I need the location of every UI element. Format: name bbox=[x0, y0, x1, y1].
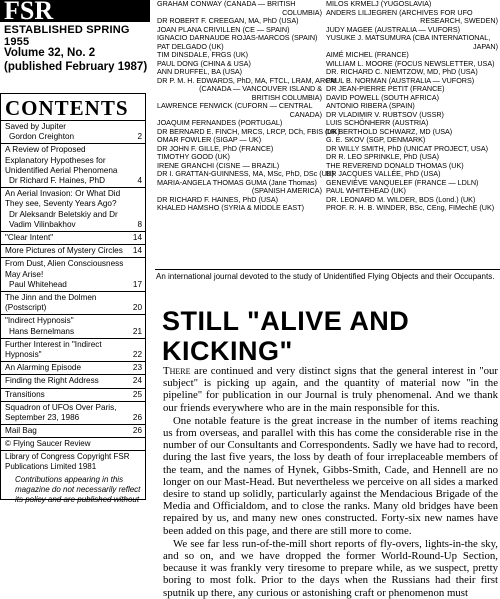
toc-title: An Aerial Invasion: Or What Did They see, Seventy Years Ago? bbox=[5, 189, 121, 209]
disclaimer: Contributions appearing in this magazine do not necessarily reflect its policy and are published without bbox=[15, 475, 141, 505]
toc-item bbox=[1, 244, 145, 257]
consultant-line: JOAN PLANA CRIVILLEN (CE — SPAIN) bbox=[157, 24, 290, 34]
toc-title: Squadron of UFOs Over Paris, September 23, 1986 bbox=[5, 402, 117, 423]
toc-page-number: 2 bbox=[137, 132, 142, 142]
paragraph-3: We see far less run-of-the-mill short reports of fly-overs, lights-in-the sky, and so on, and we have dropped the former World-Round-Up Section, because it was frankly very tiresome to prepare while, as we suspect, pretty boring to most folk. Prior to the days when the Russians had their first sputnik up there, any curious or astonishing craft or phenomenon must bbox=[163, 537, 498, 599]
toc-item bbox=[1, 388, 145, 401]
consultant-line: JUDY MAGEE (AUSTRALIA — VUFORS) bbox=[326, 24, 461, 34]
toc-page-number: 23 bbox=[132, 363, 142, 373]
toc-title: Mail Bag bbox=[5, 426, 37, 436]
consultant-line: PAUL WHITEHEAD (UK) bbox=[326, 186, 406, 195]
toc-page-number: 8 bbox=[137, 219, 142, 229]
consultant-line: TIMOTHY GOOD (UK) bbox=[157, 152, 230, 161]
copyright-line: © Flying Saucer Review bbox=[1, 437, 145, 450]
toc-author: Dr Aleksandr Beletskiy and Dr Vadim Vilinbakhov bbox=[9, 209, 118, 229]
consultant-line: DR BERNARD E. FINCH, MRCS, LRCP, DCh, FBIS (UK) bbox=[157, 126, 340, 136]
consultant-line: PAT DELGADO (UK) bbox=[157, 41, 224, 51]
consultant-line: (SPANISH AMERICA) bbox=[251, 186, 322, 195]
consultant-line: DR BERTHOLD SCHWARZ, MD (USA) bbox=[326, 126, 453, 136]
paragraph-1-text: are continued and very distinct signs that the general interest in "our subject" is picking up again, and the quantity of material now "in the pipeline" for publication in our Journal is truly phenomenal. And we thank our friends everywhere who are in the main responsible for this. bbox=[163, 365, 498, 414]
toc-page-number: 20 bbox=[132, 303, 142, 313]
consultant-line: ANDERS LILJEGREN (ARCHIVES FOR UFO bbox=[326, 7, 473, 17]
consultants-list bbox=[155, 0, 500, 270]
consultant-line: DR WILLY SMITH, PhD (UNICAT PROJECT, USA) bbox=[326, 143, 489, 153]
toc-title: "Indirect Hypnosis" bbox=[5, 316, 74, 326]
left-column bbox=[0, 0, 150, 505]
toc-page-number: 24 bbox=[132, 376, 142, 386]
consultants-column-1 bbox=[157, 0, 340, 213]
consultant-line: DR VLADIMIR V. RUBTSOV (USSR) bbox=[326, 109, 444, 119]
toc-title: Transitions bbox=[5, 389, 45, 399]
consultant-line: MILOS KRMELJ (YUGOSLAVIA) bbox=[326, 0, 432, 8]
contents-title: CONTENTS bbox=[5, 96, 129, 120]
toc-item bbox=[1, 291, 145, 314]
toc-item bbox=[1, 424, 145, 437]
tagline: An international journal devoted to the study of Unidentified Flying Objects and their Occupants. bbox=[156, 272, 495, 281]
toc-page-number: 14 bbox=[132, 233, 142, 243]
consultant-line: CANADA) bbox=[289, 109, 322, 119]
consultant-line: COLUMBIA) bbox=[282, 7, 322, 17]
toc-page-number: 22 bbox=[132, 350, 142, 360]
toc-title: Saved by Jupiter bbox=[5, 122, 66, 131]
established-line: ESTABLISHED SPRING 1955 bbox=[4, 24, 130, 48]
consultant-line: PAUL DONG (CHINA & USA) bbox=[157, 58, 251, 68]
volume-number: Volume 32, No. 2 bbox=[4, 47, 96, 59]
consultant-line: PAUL B. NORMAN (AUSTRALIA — VUFORS) bbox=[326, 75, 475, 85]
toc-item bbox=[1, 401, 145, 424]
toc-item bbox=[1, 374, 145, 387]
consultant-line: JOAQUIM FERNANDES (PORTUGAL) bbox=[157, 118, 283, 127]
consultant-line: ANN DRUFFEL, BA (USA) bbox=[157, 67, 243, 76]
toc-title: From Dust, Alien Consciousness May Arise! bbox=[5, 259, 124, 279]
consultant-line: AIMÉ MICHEL (FRANCE) bbox=[326, 50, 409, 59]
consultant-line: KHALED HAMSHO (SYRIA & MIDDLE EAST) bbox=[157, 203, 304, 212]
toc-title: A Review of Proposed Explanatory Hypotheses for Unidentified Aerial Phenomena bbox=[5, 145, 118, 175]
toc-author: Paul Whitehead bbox=[9, 279, 67, 289]
toc-title: Further Interest in "Indirect Hypnosis" bbox=[5, 339, 102, 360]
consultant-line: DR JACQUES VALLÉE, PhD (USA) bbox=[326, 169, 441, 178]
toc-title: "Clear Intent" bbox=[5, 233, 54, 243]
consultant-line: DR. RICHARD C. NIEMTZOW, MD, PhD (USA) bbox=[326, 67, 478, 76]
consultant-line: DR ROBERT F. CREEGAN, MA, PhD (USA) bbox=[157, 16, 299, 25]
consultant-line: DR RICHARD F. HAINES, PhD (USA) bbox=[157, 194, 279, 204]
lead-word: There bbox=[163, 365, 191, 377]
toc-page-number: 25 bbox=[132, 389, 142, 399]
consultant-line: ANTONIO RIBERA (SPAIN) bbox=[326, 101, 415, 110]
toc-title: Finding the Right Address bbox=[5, 376, 99, 386]
consultant-line: DAVID POWELL (SOUTH AFRICA) bbox=[326, 92, 440, 102]
paragraph-2: One notable feature is the great increase in the number of items reaching us from overseas, and parallel with this has come the considerable rise in the number of our Consultants and Correspondents. Sadly we have had to record, during the last five years, the loss by death of four irreplaceable members of the team, and the names of Hynek, Gibbs-Smith, Cade, and Hennell are no longer on our Mast-Head. But nevertheless we perceive on all sides a marked desire to stand up solidly, particularly against the Mendacious Brigade of the Media and Officialdom, and to close the ranks. Many old bridges have been repaired by us, and many new ones constructed. Forty-six new names have been added on this page, and there are still more to come. bbox=[163, 414, 498, 537]
consultant-line: DR JEAN-PIERRE PETIT (FRANCE) bbox=[326, 84, 445, 93]
headline-line-2: KICKING" bbox=[162, 336, 293, 366]
consultant-line: IRENE GRANCHI (CISNE — BRAZIL) bbox=[157, 160, 280, 170]
publication-date: (published February 1987) bbox=[4, 61, 148, 73]
consultant-line: IGNACIO DARNAUDE ROJAS-MARCOS (SPAIN) bbox=[157, 33, 318, 42]
toc-page-number: 21 bbox=[132, 326, 142, 336]
consultants-column-2 bbox=[326, 0, 498, 213]
toc-item bbox=[1, 314, 145, 337]
toc-author: Hans Bernelmans bbox=[9, 326, 75, 336]
article-headline bbox=[162, 306, 497, 366]
toc-author: Dr Richard F. Haines, PhD bbox=[9, 176, 106, 186]
toc-page-number: 26 bbox=[132, 413, 142, 423]
consultant-line: DR JOHN F. GILLE, PhD (FRANCE) bbox=[157, 143, 274, 153]
toc-item bbox=[1, 143, 145, 187]
divider bbox=[155, 269, 500, 270]
toc-list bbox=[1, 120, 145, 437]
consultant-line: YUSUKE J. MATSUMURA (CBA INTERNATIONAL, bbox=[326, 33, 491, 42]
toc-item bbox=[1, 231, 145, 244]
masthead-logo: FSR bbox=[0, 0, 150, 22]
consultant-line: GENEVIÈVE VANQUELEF (FRANCE — LDLN) bbox=[326, 177, 479, 187]
consultant-line: LUIS SCHÖNHERR (AUSTRIA) bbox=[326, 118, 429, 127]
consultant-line: RESEARCH, SWEDEN) bbox=[420, 16, 498, 25]
consultant-line: MARIA-ANGELA THOMAS GUMA (Jane Thomas) bbox=[157, 177, 317, 187]
consultant-line: BRITISH COLUMBIA) bbox=[251, 92, 322, 102]
headline-line-1: STILL "ALIVE AND bbox=[162, 306, 410, 336]
consultant-line: DR. LEONARD M. WILDER, BDS (Lond.) (UK) bbox=[326, 194, 476, 204]
paragraph-1 bbox=[163, 365, 498, 414]
toc-author: Gordon Creighton bbox=[9, 132, 75, 142]
toc-title: More Pictures of Mystery Circles bbox=[5, 246, 123, 256]
consultant-line: WILLIAM L. MOORE (FOCUS NEWSLETTER, USA) bbox=[326, 58, 495, 68]
consultant-line: PROF. R. H. B. WINDER, BSc, CEng, FIMechE (UK) bbox=[326, 203, 495, 212]
volume-info bbox=[4, 46, 147, 74]
toc-item bbox=[1, 338, 145, 361]
toc-item bbox=[1, 361, 145, 374]
toc-page-number: 4 bbox=[137, 176, 142, 186]
toc-page-number: 14 bbox=[132, 246, 142, 256]
contents-box bbox=[0, 93, 146, 505]
toc-page-number: 17 bbox=[132, 279, 142, 289]
library-line: Library of Congress Copyright FSR Publications Limited 1981 bbox=[1, 450, 145, 473]
article-body bbox=[163, 365, 498, 599]
consultant-line: (CANADA — VANCOUVER ISLAND & bbox=[199, 84, 322, 93]
toc-item bbox=[1, 257, 145, 291]
consultant-line: GRAHAM CONWAY (CANADA — BRITISH bbox=[157, 0, 296, 8]
consultant-line: DR R. LEO SPRINKLE, PhD (USA) bbox=[326, 152, 440, 161]
consultant-line: LAWRENCE FENWICK (CUFORN — CENTRAL bbox=[157, 101, 313, 110]
consultant-line: DR I. GRATTAN-GUINNESS, MA, MSc, PhD, DSc (UK) bbox=[157, 169, 335, 178]
consultant-line: JAPAN) bbox=[472, 41, 498, 51]
consultant-line: TIM DINSDALE, FRGS (UK) bbox=[157, 50, 249, 59]
consultant-line: G. E. SKOV (SGP, DENMARK) bbox=[326, 135, 426, 144]
consultant-line: OMAR FOWLER (SIGAP — UK) bbox=[157, 135, 262, 144]
toc-item bbox=[1, 120, 145, 143]
toc-title: An Alarming Episode bbox=[5, 363, 82, 373]
toc-item bbox=[1, 187, 145, 231]
consultant-line: THE REVEREND DONALD THOMAS (UK) bbox=[326, 160, 464, 170]
toc-page-number: 26 bbox=[132, 426, 142, 436]
toc-title: The Jinn and the Dolmen (Postscript) bbox=[5, 293, 97, 313]
consultant-line: DR P. M. H. EDWARDS, PhD, MA, FTCL, LRAM, ARCM bbox=[157, 75, 337, 85]
